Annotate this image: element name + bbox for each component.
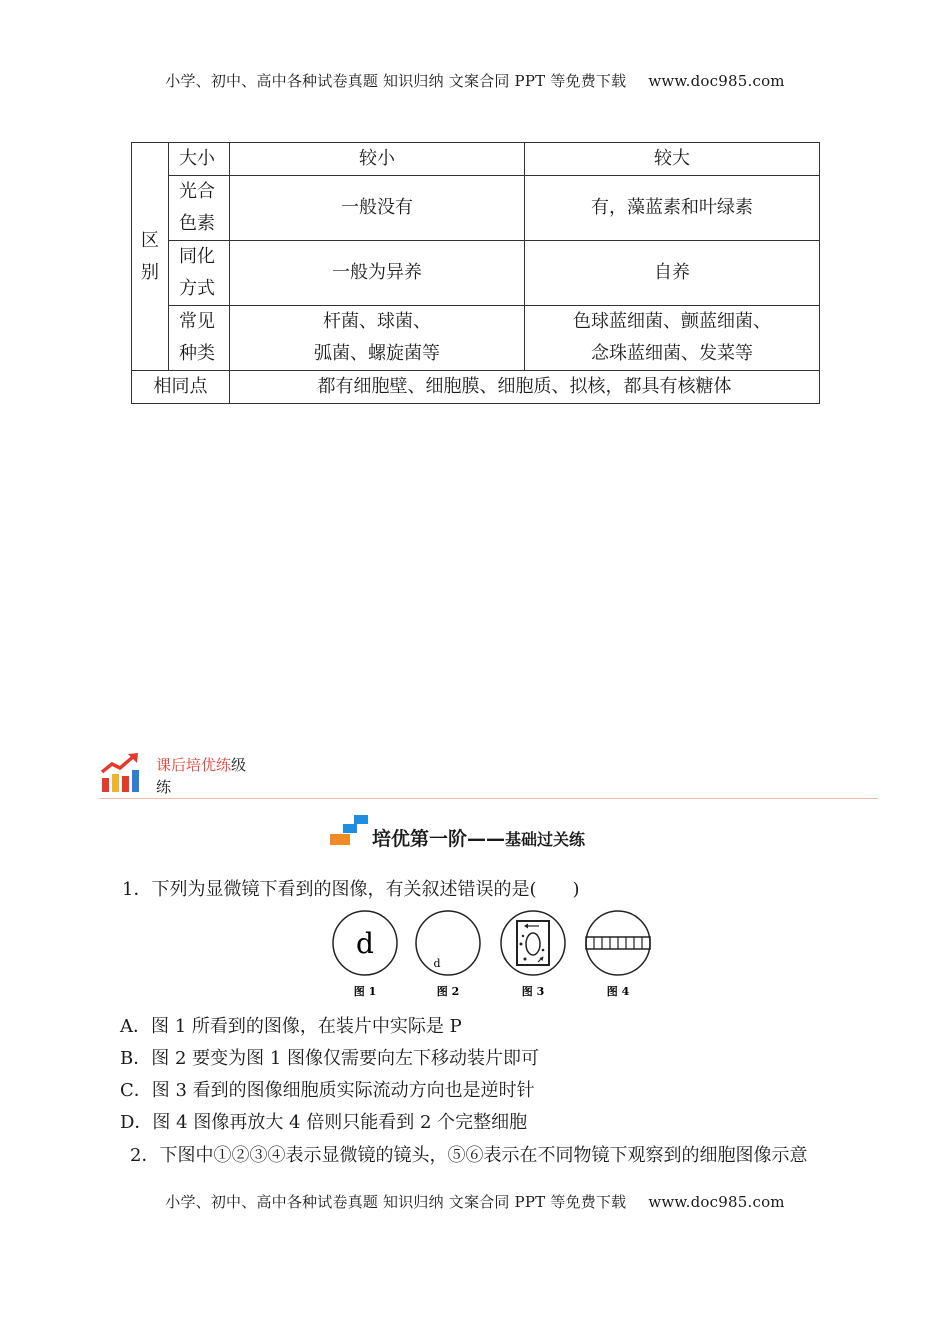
table-row (132, 306, 820, 371)
banner-text-black-1: 级 (231, 756, 247, 774)
option-a[interactable]: A．图 1 所看到的图像，在装片中实际是 P (120, 1016, 462, 1037)
cell-line: 色球蓝细菌、颤蓝细菌、 (573, 311, 771, 332)
row-label-line: 方式 (179, 278, 215, 299)
group-label-2: 别 (141, 261, 159, 283)
section-title-text (372, 824, 585, 851)
row-label-line: 色素 (179, 213, 215, 234)
option-c[interactable]: C．图 3 看到的图像细胞质实际流动方向也是逆时针 (120, 1080, 535, 1101)
row-label (169, 241, 230, 306)
table-cell: 一般没有 (230, 176, 525, 241)
table-row (132, 371, 820, 404)
table-cell: 自养 (525, 241, 820, 306)
figure-3 (501, 911, 565, 998)
table-cell: 一般为异养 (230, 241, 525, 306)
section-title-sub: 基础过关练 (505, 830, 586, 849)
same-text: 都有细胞壁、细胞膜、细胞质、拟核，都具有核糖体 (230, 371, 820, 404)
figure-2-letter: d (433, 957, 441, 970)
table-cell: 较大 (525, 143, 820, 176)
figure-1-letter: d (356, 927, 374, 960)
growth-chart-icon (100, 752, 142, 794)
microscope-figures (330, 908, 660, 1000)
group-label-1: 区 (141, 229, 159, 251)
table-cell: 有，藻蓝素和叶绿素 (525, 176, 820, 241)
row-label-line: 常见 (179, 311, 215, 332)
footer-site[interactable]: www.doc985.com (648, 1193, 785, 1211)
figure-2-label: 图 2 (436, 985, 460, 998)
table-cell: 较小 (230, 143, 525, 176)
section-title-dash: —— (467, 828, 506, 850)
option-d[interactable]: D．图 4 图像再放大 4 倍则只能看到 2 个完整细胞 (120, 1112, 528, 1133)
table-row (132, 241, 820, 306)
row-label (169, 306, 230, 371)
row-label-line: 种类 (179, 343, 215, 364)
table-cell (525, 306, 820, 371)
cell-line: 杆菌、球菌、 (323, 311, 431, 332)
table-row (132, 176, 820, 241)
header-text: 小学、初中、高中各种试卷真题 知识归纳 文案合同 PPT 等免费下载 (165, 72, 627, 90)
page-header (0, 70, 950, 91)
section-title-main: 培优第一阶 (372, 828, 468, 850)
figure-3-label: 图 3 (521, 985, 545, 998)
comparison-table (131, 142, 820, 404)
header-site[interactable]: www.doc985.com (648, 72, 785, 90)
group-label-cell (132, 143, 169, 371)
cell-line: 念珠蓝细菌、发菜等 (591, 343, 753, 364)
page-footer (0, 1191, 950, 1212)
row-label-line: 光合 (179, 181, 215, 202)
banner-text-red: 课后培优练 (156, 756, 232, 774)
figure-2 (416, 911, 480, 998)
steps-icon (328, 814, 370, 848)
same-label: 相同点 (132, 371, 230, 404)
banner-text-black-2: 练 (156, 778, 172, 796)
figure-4 (586, 911, 650, 998)
banner-text (156, 754, 266, 798)
question-1-stem: 1．下列为显微镜下看到的图像，有关叙述错误的是( ) (122, 879, 580, 900)
row-label: 大小 (169, 143, 230, 176)
figure-1 (333, 911, 397, 998)
row-label (169, 176, 230, 241)
table-row (132, 143, 820, 176)
figure-4-label: 图 4 (606, 985, 630, 998)
figure-1-label: 图 1 (353, 985, 377, 998)
footer-text: 小学、初中、高中各种试卷真题 知识归纳 文案合同 PPT 等免费下载 (165, 1193, 627, 1211)
table-cell (230, 306, 525, 371)
question-2-stem: 2．下图中①②③④表示显微镜的镜头，⑤⑥表示在不同物镜下观察到的细胞图像示意 (130, 1145, 808, 1166)
cell-line: 弧菌、螺旋菌等 (314, 343, 440, 364)
row-label-line: 同化 (179, 246, 215, 267)
option-b[interactable]: B．图 2 要变为图 1 图像仅需要向左下移动装片即可 (120, 1048, 540, 1069)
divider (100, 798, 878, 799)
